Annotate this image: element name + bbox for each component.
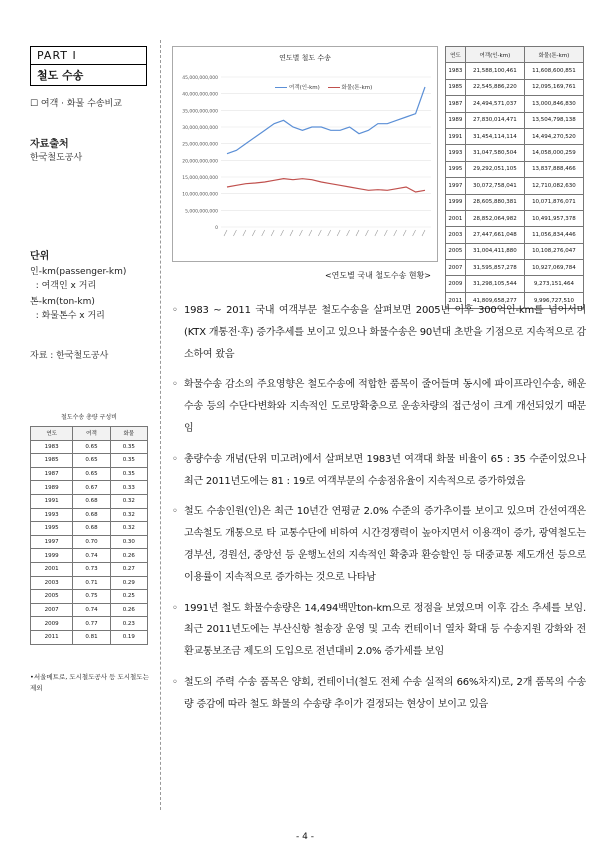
table-cell: 0.35 bbox=[110, 467, 147, 481]
table-cell: 2011 bbox=[31, 630, 73, 644]
table-row bbox=[446, 145, 584, 161]
table-cell: 0.68 bbox=[73, 522, 110, 536]
table-cell: 27,830,014,471 bbox=[465, 112, 524, 128]
series-line-1 bbox=[227, 179, 425, 192]
table-cell: 14,494,270,520 bbox=[524, 128, 583, 144]
table-cell: 화물(톤-km) bbox=[524, 47, 583, 63]
y-tick-label: 30,000,000,000 bbox=[182, 126, 218, 131]
table-cell: 21,588,100,461 bbox=[465, 63, 524, 79]
table-row bbox=[446, 63, 584, 79]
table-cell: 0.68 bbox=[73, 494, 110, 508]
y-tick-label: 35,000,000,000 bbox=[182, 109, 218, 115]
bullet-item: ◦ 1991년 철도 화물수송량은 14,494백만ton-km으로 정점을 보였으며 이후 감소 추세를 보임. 최근 2011년도에는 부산신항 철송장 운영 및 고속 컨테이너 열차 확대 등 수송지원 강화와 전환교통보조금 제도의 도입으로 전년대비 2.0% 증가세를 보임 bbox=[172, 598, 586, 663]
y-tick-label: 5,000,000,000 bbox=[185, 209, 218, 215]
x-tick bbox=[224, 230, 227, 236]
table-cell: 1983 bbox=[31, 440, 73, 454]
table-row bbox=[31, 494, 148, 508]
table-cell: 2001 bbox=[446, 210, 466, 226]
ratio-table bbox=[30, 426, 148, 645]
table-cell: 0.74 bbox=[73, 603, 110, 617]
table-cell: 0.23 bbox=[110, 617, 147, 631]
table-row bbox=[446, 243, 584, 259]
table-cell: 0.25 bbox=[110, 590, 147, 604]
table-cell: 2009 bbox=[446, 276, 466, 292]
table-row bbox=[31, 467, 148, 481]
table-cell: 1999 bbox=[446, 194, 466, 210]
y-tick-label: 40,000,000,000 bbox=[182, 92, 218, 98]
table-cell: 0.65 bbox=[73, 440, 110, 454]
table-cell: 0.32 bbox=[110, 522, 147, 536]
x-tick bbox=[243, 230, 246, 236]
table-cell: 0.33 bbox=[110, 481, 147, 495]
table-cell: 1991 bbox=[31, 494, 73, 508]
x-tick bbox=[394, 230, 397, 236]
x-tick bbox=[356, 230, 359, 236]
table-cell: 0.74 bbox=[73, 549, 110, 563]
y-tick-label: 10,000,000,000 bbox=[182, 192, 218, 198]
legend-label-passenger: 여객(인-km) bbox=[289, 85, 320, 91]
table-cell: 0.65 bbox=[73, 467, 110, 481]
table-cell: 2005 bbox=[446, 243, 466, 259]
bullet-item: ◦ 철도 수송인원(인)은 최근 10년간 연평균 2.0% 수준의 증가추이를 보이고 있으며 간선여객은 고속철도 개통으로 타 교통수단에 비하여 시간경쟁력이 높아지면서 이용객이 증가, 광역철도는 경부선, 경원선, 중앙선 등 운행노선의 지속적인 확충과 환승할인 등 대중교통 제도개선 등으로 이용률이 지속적으로 증가하는 것으로 나타남 bbox=[172, 501, 586, 588]
table-cell: 30,072,758,041 bbox=[465, 178, 524, 194]
x-tick bbox=[299, 230, 302, 236]
bullet-list bbox=[172, 300, 586, 725]
source-note: 자료 : 한국철도공사 bbox=[30, 351, 109, 361]
table-cell: 1993 bbox=[31, 508, 73, 522]
chart-title: 연도별 철도 수송 bbox=[279, 54, 331, 62]
part-title: 철도 수송 bbox=[37, 69, 84, 82]
table-cell: 2007 bbox=[446, 260, 466, 276]
chart-legend bbox=[273, 83, 372, 91]
table-cell: 2005 bbox=[31, 590, 73, 604]
table-cell: 0.27 bbox=[110, 562, 147, 576]
x-tick bbox=[384, 230, 387, 236]
table-cell: 1991 bbox=[446, 128, 466, 144]
x-tick bbox=[318, 230, 321, 236]
chart-svg bbox=[173, 47, 437, 261]
table-cell: 1989 bbox=[31, 481, 73, 495]
table-row bbox=[31, 549, 148, 563]
table-cell: 0.75 bbox=[73, 590, 110, 604]
part-label: PART Ⅰ bbox=[31, 47, 146, 65]
table-row bbox=[31, 576, 148, 590]
x-tick bbox=[252, 230, 255, 236]
small-table-title: 철도수송 총량 구성비 bbox=[61, 414, 117, 421]
table-cell: 10,491,957,378 bbox=[524, 210, 583, 226]
bullet-item: ◦ 총량수송 개념(단위 미고려)에서 살펴보면 1983년 여객대 화물 비율이 65 : 35 수준이었으나 최근 2011년도에는 81 : 19로 여객부문의 수송점유율이 지속적으로 증가하였음 bbox=[172, 449, 586, 493]
table-cell: 0.26 bbox=[110, 603, 147, 617]
table-row bbox=[446, 96, 584, 112]
table-cell: 2003 bbox=[446, 227, 466, 243]
table-row bbox=[31, 522, 148, 536]
table-cell: 31,047,580,504 bbox=[465, 145, 524, 161]
y-tick-label: 20,000,000,000 bbox=[182, 159, 218, 165]
unit-line-2: : 여객인 x 거리 bbox=[30, 281, 97, 291]
x-tick bbox=[375, 230, 378, 236]
table-cell: 11,056,834,446 bbox=[524, 227, 583, 243]
x-tick bbox=[337, 230, 340, 236]
table-cell: 1983 bbox=[446, 63, 466, 79]
x-tick bbox=[422, 230, 425, 236]
legend-swatch-passenger bbox=[275, 87, 287, 88]
table-row bbox=[31, 535, 148, 549]
table-cell: 1985 bbox=[31, 454, 73, 468]
table-row bbox=[446, 79, 584, 95]
table-cell: 여객 bbox=[73, 427, 110, 441]
x-tick bbox=[403, 230, 406, 236]
table-cell: 0.35 bbox=[110, 454, 147, 468]
table-cell: 2007 bbox=[31, 603, 73, 617]
table-cell: 화물 bbox=[110, 427, 147, 441]
unit-line-3: 톤-km(ton-km) bbox=[30, 297, 95, 307]
y-tick-label: 45,000,000,000 bbox=[182, 76, 218, 81]
table-row bbox=[31, 454, 148, 468]
y-tick-label: 25,000,000,000 bbox=[182, 142, 218, 148]
table-cell: 0.32 bbox=[110, 508, 147, 522]
table-cell: 28,605,880,381 bbox=[465, 194, 524, 210]
table-cell: 12,710,082,630 bbox=[524, 178, 583, 194]
y-tick-label: 0 bbox=[215, 226, 218, 231]
x-tick bbox=[271, 230, 274, 236]
table-row bbox=[31, 603, 148, 617]
table-cell: 1999 bbox=[31, 549, 73, 563]
table-cell: 연도 bbox=[31, 427, 73, 441]
compare-label: ☐ 여객 · 화물 수송비교 bbox=[30, 99, 122, 109]
table-cell: 0.19 bbox=[110, 630, 147, 644]
bullet-item: ◦ 화물수송 감소의 주요영향은 철도수송에 적합한 품목이 줄어들며 동시에 파이프라인수송, 해운수송 등의 수단다변화와 지속적인 도로망확충으로 운송차량의 접근성이 크게 개선되었기 때문임 bbox=[172, 374, 586, 439]
x-tick bbox=[281, 230, 284, 236]
table-cell: 2011 bbox=[446, 292, 466, 308]
source-heading: 자료출처 bbox=[30, 139, 69, 150]
x-tick bbox=[328, 230, 331, 236]
small-note: •서울메트로, 도시철도공사 등 도시철도는 제외 bbox=[30, 673, 149, 692]
x-tick bbox=[309, 230, 312, 236]
table-row bbox=[31, 630, 148, 644]
table-cell: 1989 bbox=[446, 112, 466, 128]
x-tick bbox=[262, 230, 265, 236]
table-cell: 연도 bbox=[446, 47, 466, 63]
table-cell: 41,809,658,277 bbox=[465, 292, 524, 308]
x-tick bbox=[290, 230, 293, 236]
part-header-box bbox=[30, 46, 147, 86]
table-cell: 2003 bbox=[31, 576, 73, 590]
table-cell: 28,852,064,982 bbox=[465, 210, 524, 226]
table-row bbox=[31, 508, 148, 522]
table-cell: 1997 bbox=[31, 535, 73, 549]
table-row bbox=[446, 194, 584, 210]
table-cell: 13,000,846,830 bbox=[524, 96, 583, 112]
table-cell: 0.70 bbox=[73, 535, 110, 549]
table-cell: 0.68 bbox=[73, 508, 110, 522]
table-cell: 2001 bbox=[31, 562, 73, 576]
x-tick bbox=[347, 230, 350, 236]
x-tick bbox=[233, 230, 236, 236]
table-cell: 10,927,069,784 bbox=[524, 260, 583, 276]
table-cell: 13,504,798,138 bbox=[524, 112, 583, 128]
source-value: 한국철도공사 bbox=[30, 153, 83, 163]
table-cell: 1987 bbox=[31, 467, 73, 481]
table-cell: 0.29 bbox=[110, 576, 147, 590]
table-cell: 14,058,000,259 bbox=[524, 145, 583, 161]
table-cell: 10,071,876,071 bbox=[524, 194, 583, 210]
table-cell: 27,447,661,048 bbox=[465, 227, 524, 243]
table-cell: 여객(인-km) bbox=[465, 47, 524, 63]
table-cell: 1995 bbox=[31, 522, 73, 536]
table-cell: 0.77 bbox=[73, 617, 110, 631]
table-cell: 1995 bbox=[446, 161, 466, 177]
unit-heading: 단위 bbox=[30, 251, 50, 262]
table-row bbox=[31, 617, 148, 631]
table-cell: 22,545,886,220 bbox=[465, 79, 524, 95]
legend-label-freight: 화물(톤-km) bbox=[341, 85, 373, 91]
table-cell: 31,004,411,880 bbox=[465, 243, 524, 259]
page-number: - 4 - bbox=[296, 832, 314, 842]
y-tick-label: 15,000,000,000 bbox=[182, 176, 218, 181]
table-cell: 9,273,151,464 bbox=[524, 276, 583, 292]
table-cell: 1985 bbox=[446, 79, 466, 95]
table-cell: 1993 bbox=[446, 145, 466, 161]
column-divider bbox=[160, 40, 161, 810]
rail-chart bbox=[172, 46, 438, 262]
table-cell: 0.35 bbox=[110, 440, 147, 454]
table-cell: 1997 bbox=[446, 178, 466, 194]
legend-swatch-freight bbox=[328, 87, 340, 88]
table-row bbox=[31, 590, 148, 604]
table-cell: 1987 bbox=[446, 96, 466, 112]
table-cell: 0.32 bbox=[110, 494, 147, 508]
unit-line-4: : 화물톤수 x 거리 bbox=[30, 311, 105, 321]
table-row bbox=[31, 562, 148, 576]
x-tick bbox=[413, 230, 416, 236]
table-cell: 29,292,051,105 bbox=[465, 161, 524, 177]
table-row bbox=[446, 112, 584, 128]
table-row bbox=[31, 440, 148, 454]
table-cell: 31,298,105,544 bbox=[465, 276, 524, 292]
table-cell: 31,454,114,114 bbox=[465, 128, 524, 144]
table-cell: 0.26 bbox=[110, 549, 147, 563]
table-row bbox=[446, 227, 584, 243]
table-header-row bbox=[446, 47, 584, 63]
table-row bbox=[446, 161, 584, 177]
table-row bbox=[446, 178, 584, 194]
table-cell: 9,996,727,510 bbox=[524, 292, 583, 308]
table-cell: 13,837,888,466 bbox=[524, 161, 583, 177]
table-cell: 12,095,169,761 bbox=[524, 79, 583, 95]
table-cell: 0.81 bbox=[73, 630, 110, 644]
table-row bbox=[31, 481, 148, 495]
table-header-row bbox=[31, 427, 148, 441]
table-cell: 0.73 bbox=[73, 562, 110, 576]
table-row bbox=[446, 128, 584, 144]
table-cell: 0.71 bbox=[73, 576, 110, 590]
table-cell: 0.65 bbox=[73, 454, 110, 468]
table-cell: 10,108,276,047 bbox=[524, 243, 583, 259]
chart-caption: <연도별 국내 철도수송 현황> bbox=[324, 271, 432, 280]
bullet-item: ◦ 철도의 주력 수송 품목은 양회, 컨테이너(철도 전체 수송 실적의 66%차지)로, 2개 품목의 수송량 증감에 따라 철도 화물의 수송량 추이가 결정되는 현상이 보이고 있음 bbox=[172, 672, 586, 716]
table-cell: 31,595,857,278 bbox=[465, 260, 524, 276]
unit-line-1: 인-km(passenger-km) bbox=[30, 267, 127, 277]
table-cell: 11,608,600,851 bbox=[524, 63, 583, 79]
x-tick bbox=[365, 230, 368, 236]
table-cell: 24,494,571,037 bbox=[465, 96, 524, 112]
table-cell: 2009 bbox=[31, 617, 73, 631]
bullet-item: ◦ 1983 ~ 2011 국내 여객부문 철도수송을 살펴보면 2005년 이후 300억인-km를 넘어서며(KTX 개통전·후) 증가추세를 보이고 있으나 화물수송은 90년대 초반을 기점으로 지속적으로 감소하여 왔음 bbox=[172, 300, 586, 365]
table-cell: 0.30 bbox=[110, 535, 147, 549]
table-cell: 0.67 bbox=[73, 481, 110, 495]
table-row bbox=[446, 210, 584, 226]
